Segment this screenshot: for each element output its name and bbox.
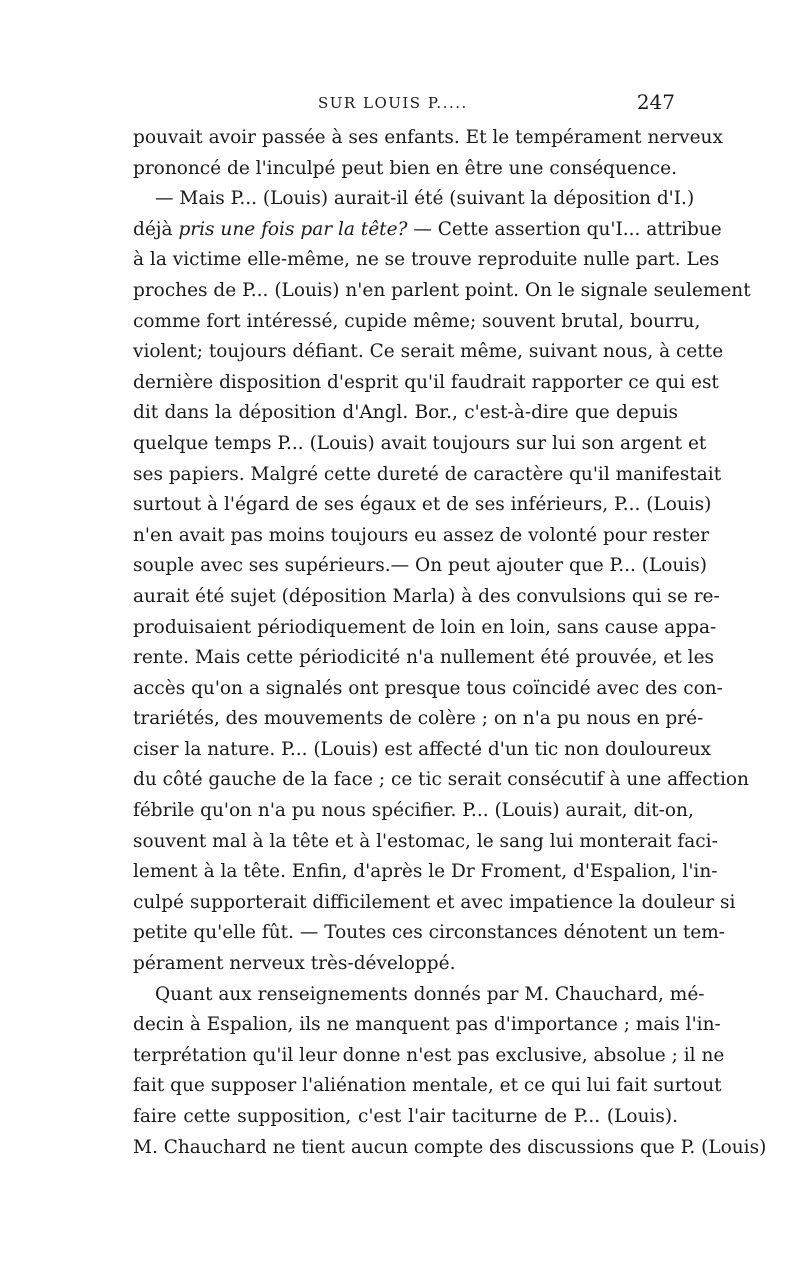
text-line: — Mais P... (Louis) aurait-il été (suivant la déposition d'I.): [155, 188, 695, 210]
text-line: aurait été sujet (déposition Marla) à des convulsions qui se re-: [133, 585, 720, 607]
text-line: dernière disposition d'esprit qu'il faudrait rapporter ce qui est: [133, 371, 719, 393]
text-line: petite qu'elle fût. — Toutes ces circonstances dénotent un tem-: [133, 922, 726, 944]
text-line: culpé supporterait difficilement et avec impatience la douleur si: [133, 891, 736, 913]
text-line: n'en avait pas moins toujours eu assez de volonté pour rester: [133, 524, 710, 546]
text-line: trariétés, des mouvements de colère ; on n'a pu nous en pré-: [133, 708, 704, 730]
page-header: [130, 88, 675, 118]
text-line: violent; toujours défiant. Ce serait même, suivant nous, à cette: [133, 341, 724, 363]
running-head: SUR LOUIS P.....: [318, 94, 468, 112]
text-line: souvent mal à la tête et à l'estomac, le sang lui monterait faci-: [133, 830, 718, 852]
text-line: prononcé de l'inculpé peut bien en être une conséquence.: [133, 157, 677, 179]
line-part: déjà: [133, 218, 179, 240]
text-line: Quant aux renseignements donnés par M. Chauchard, mé-: [155, 983, 705, 1005]
text-line: fait que supposer l'aliénation mentale, et ce qui lui fait surtout: [133, 1075, 722, 1097]
text-line: quelque temps P... (Louis) avait toujours sur lui son argent et: [133, 432, 707, 454]
text-line: ses papiers. Malgré cette dureté de caractère qu'il manifestait: [133, 463, 722, 485]
text-line: proches de P... (Louis) n'en parlent point. On le signale seulement: [133, 279, 751, 301]
text-line: à la victime elle-même, ne se trouve reproduite nulle part. Les: [133, 249, 720, 271]
text-line: faire cette supposition, c'est l'air taciturne de P... (Louis).: [133, 1106, 678, 1127]
text-line: rente. Mais cette périodicité n'a nullement été prouvée, et les: [133, 647, 715, 669]
line-part: — Cette assertion qu'I... attribue: [407, 218, 722, 240]
text-line: du côté gauche de la face ; ce tic serait consécutif à une affection: [133, 769, 749, 791]
text-line: M. Chauchard ne tient aucun compte des discussions que P. (Louis): [133, 1136, 767, 1158]
text-line: pouvait avoir passée à ses enfants. Et le tempérament nerveux: [133, 127, 723, 148]
text-line: pérament nerveux très-développé.: [133, 953, 456, 975]
text-line: accès qu'on a signalés ont presque tous coïncidé avec des con-: [133, 677, 723, 699]
text-line: [133, 215, 722, 246]
text-line: decin à Espalion, ils ne manquent pas d'importance ; mais l'in-: [133, 1014, 721, 1036]
italic-phrase: pris une fois par la tête?: [178, 218, 408, 240]
page-number: 247: [636, 90, 675, 114]
text-line: ciser la nature. P... (Louis) est affecté d'un tic non douloureux: [133, 738, 711, 760]
text-line: lement à la tête. Enfin, d'après le Dr Froment, d'Espalion, l'in-: [133, 861, 718, 883]
text-line: produisaient périodiquement de loin en loin, sans cause appa-: [133, 616, 717, 638]
text-line: terprétation qu'il leur donne n'est pas exclusive, absolue ; il ne: [133, 1044, 725, 1066]
text-line: dit dans la déposition d'Angl. Bor., c'est-à-dire que depuis: [133, 402, 678, 424]
text-line: souple avec ses supérieurs.— On peut ajouter que P... (Louis): [133, 555, 707, 577]
body-text: [133, 123, 767, 1163]
text-line: surtout à l'égard de ses égaux et de ses inférieurs, P... (Louis): [133, 494, 712, 516]
text-line: comme fort intéressé, cupide même; souvent brutal, bourru,: [133, 310, 701, 332]
text-line: fébrile qu'on n'a pu nous spécifier. P... (Louis) aurait, dit-on,: [133, 800, 694, 822]
